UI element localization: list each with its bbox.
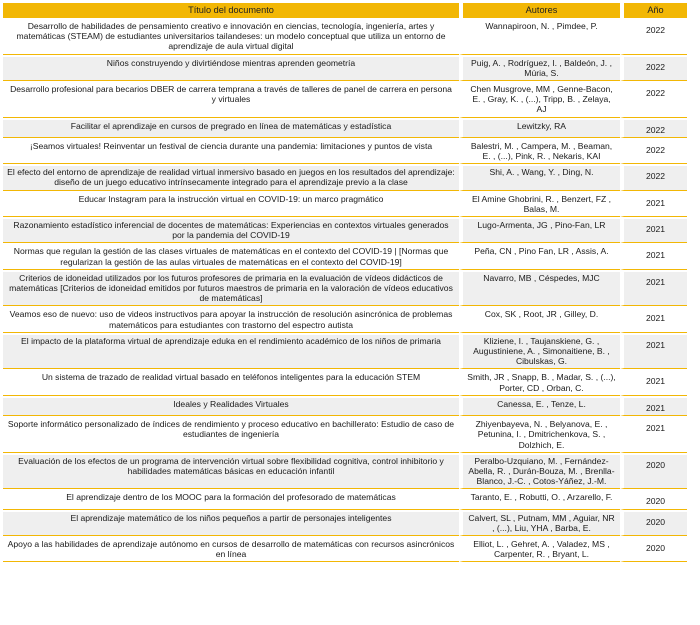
row-title: Ideales y Realidades Virtuales — [3, 398, 459, 416]
row-year: 2020 — [620, 455, 687, 490]
row-authors: Navarro, MB , Céspedes, MJC — [459, 272, 620, 307]
row-authors: Calvert, SL , Putnam, MM , Aguiar, NR , (...), Liu, YHA , Barba, E. — [459, 512, 620, 536]
row-title: Evaluación de los efectos de un programa de intervención virtual sobre flexibilidad cognitiva, control inhibitorio y habilidades matemáticas básicas en educación infantil — [3, 455, 459, 490]
row-title: Soporte informático personalizado de índices de rendimiento y proceso educativo en bachillerato: Estudio de caso de estudiantes de ingeniería — [3, 418, 459, 453]
row-authors: Chen Musgrove, MM , Genne-Bacon, E. , Gray, K. , (...), Tripp, B. , Zelaya, AJ — [459, 83, 620, 118]
row-authors: Peralbo-Uzquiano, M. , Fernández-Abella, R. , Durán-Bouza, M. , Brenlla-Blanco, J.-C. , Cotos-Yáñez, J.-M. — [459, 455, 620, 490]
row-year: 2022 — [620, 57, 687, 81]
row-authors: Smith, JR , Snapp, B. , Madar, S. , (...), Porter, CD , Orban, C. — [459, 371, 620, 395]
table-row — [3, 193, 687, 217]
table-row — [3, 219, 687, 243]
row-authors: Wannapiroon, N. , Pimdee, P. — [459, 20, 620, 55]
row-title: Criterios de idoneidad utilizados por los futuros profesores de primaria en la evaluación de vídeos didácticos de matemáticas [Criterios de idoneidad emitidos por futuros maestros de primaria en la valoración de vídeos educativos de matemáticas] — [3, 272, 459, 307]
row-authors: Shi, A. , Wang, Y. , Ding, N. — [459, 166, 620, 190]
table-row — [3, 57, 687, 81]
row-title: Niños construyendo y divirtiéndose mientras aprenden geometría — [3, 57, 459, 81]
row-year: 2021 — [620, 371, 687, 395]
table-row — [3, 20, 687, 55]
row-year: 2021 — [620, 398, 687, 416]
row-year: 2022 — [620, 83, 687, 118]
row-title: Apoyo a las habilidades de aprendizaje autónomo en cursos de desarrollo de matemáticas con recursos asincrónicos en línea — [3, 538, 459, 562]
row-year: 2021 — [620, 245, 687, 269]
table-header-row — [3, 3, 687, 18]
table-row — [3, 455, 687, 490]
row-title: Veamos eso de nuevo: uso de videos instructivos para apoyar la instrucción de resolución asincrónica de problemas matemáticos para estudiantes con trastorno del espectro autista — [3, 308, 459, 332]
table-row — [3, 371, 687, 395]
row-title: El efecto del entorno de aprendizaje de realidad virtual inmersivo basado en juegos en los resultados del aprendizaje: diseño de un juego educativo intrínsecamente integrado para el aprendizaje previo a la clase — [3, 166, 459, 190]
table-row — [3, 120, 687, 138]
row-authors: Zhiyenbayeva, N. , Belyanova, E. , Petunina, I. , Dmitrichenkova, S. , Dolzhich, E. — [459, 418, 620, 453]
table-row — [3, 83, 687, 118]
row-title: Facilitar el aprendizaje en cursos de pregrado en línea de matemáticas y estadística — [3, 120, 459, 138]
header-authors: Autores — [459, 3, 620, 18]
header-title: Título del documento — [3, 3, 459, 18]
row-year: 2020 — [620, 512, 687, 536]
table-row — [3, 245, 687, 269]
table-row — [3, 335, 687, 370]
row-title: ¡Seamos virtuales! Reinventar un festival de ciencia durante una pandemia: limitaciones y puntos de vista — [3, 140, 459, 164]
row-title: El impacto de la plataforma virtual de aprendizaje eduka en el rendimiento académico de los niños de primaria — [3, 335, 459, 370]
table-row — [3, 272, 687, 307]
row-year: 2020 — [620, 538, 687, 562]
row-year: 2022 — [620, 140, 687, 164]
row-year: 2021 — [620, 335, 687, 370]
table-row — [3, 418, 687, 453]
table-row — [3, 166, 687, 190]
row-year: 2021 — [620, 193, 687, 217]
row-authors: Cox, SK , Root, JR , Gilley, D. — [459, 308, 620, 332]
table-row — [3, 538, 687, 562]
row-title: El aprendizaje dentro de los MOOC para la formación del profesorado de matemáticas — [3, 491, 459, 509]
references-table — [3, 1, 687, 564]
row-authors: Peña, CN , Pino Fan, LR , Assis, A. — [459, 245, 620, 269]
row-year: 2022 — [620, 166, 687, 190]
row-title: Educar Instagram para la instrucción virtual en COVID-19: un marco pragmático — [3, 193, 459, 217]
row-authors: Elliot, L. , Gehret, A. , Valadez, MS , Carpenter, R. , Bryant, L. — [459, 538, 620, 562]
row-authors: Puig, A. , Rodríguez, I. , Baldeón, J. , Múria, S. — [459, 57, 620, 81]
row-year: 2021 — [620, 418, 687, 453]
row-title: Desarrollo de habilidades de pensamiento creativo e innovación en ciencias, tecnología, ingeniería, artes y matemáticas (STEAM) de estudiantes universitarios tailandeses: un modelo conceptual que utiliza un entorno de aprendizaje de aula virtual digital — [3, 20, 459, 55]
row-authors: Taranto, E. , Robutti, O. , Arzarello, F. — [459, 491, 620, 509]
header-year: Año — [620, 3, 687, 18]
row-authors: Kliziene, I. , Taujanskiene, G. , Augustiniene, A. , Simonaitiene, B. , Cibulskas, G. — [459, 335, 620, 370]
row-title: El aprendizaje matemático de los niños pequeños a partir de personajes inteligentes — [3, 512, 459, 536]
table-row — [3, 512, 687, 536]
row-authors: Canessa, E. , Tenze, L. — [459, 398, 620, 416]
row-title: Normas que regulan la gestión de las clases virtuales de matemáticas en el contexto del COVID-19 | [Normas que regularizan la gestión de las aulas virtuales de matemáticas en el contexto del COVID-19] — [3, 245, 459, 269]
row-year: 2021 — [620, 272, 687, 307]
row-authors: Lewitzky, RA — [459, 120, 620, 138]
table-row — [3, 491, 687, 509]
row-year: 2022 — [620, 120, 687, 138]
row-year: 2020 — [620, 491, 687, 509]
row-authors: El Amine Ghobrini, R. , Benzert, FZ , Balas, M. — [459, 193, 620, 217]
table-row — [3, 140, 687, 164]
row-title: Un sistema de trazado de realidad virtual basado en teléfonos inteligentes para la educación STEM — [3, 371, 459, 395]
row-title: Desarrollo profesional para becarios DBER de carrera temprana a través de talleres de panel de carrera en persona y virtuales — [3, 83, 459, 118]
row-title: Razonamiento estadístico inferencial de docentes de matemáticas: Experiencias en contextos virtuales generados por la pandemia del COVID-19 — [3, 219, 459, 243]
table-row — [3, 308, 687, 332]
row-year: 2021 — [620, 219, 687, 243]
row-authors: Balestri, M. , Campera, M. , Beaman, E. , (...), Pink, R. , Nekaris, KAI — [459, 140, 620, 164]
row-year: 2021 — [620, 308, 687, 332]
row-authors: Lugo-Armenta, JG , Pino-Fan, LR — [459, 219, 620, 243]
table-row — [3, 398, 687, 416]
row-year: 2022 — [620, 20, 687, 55]
